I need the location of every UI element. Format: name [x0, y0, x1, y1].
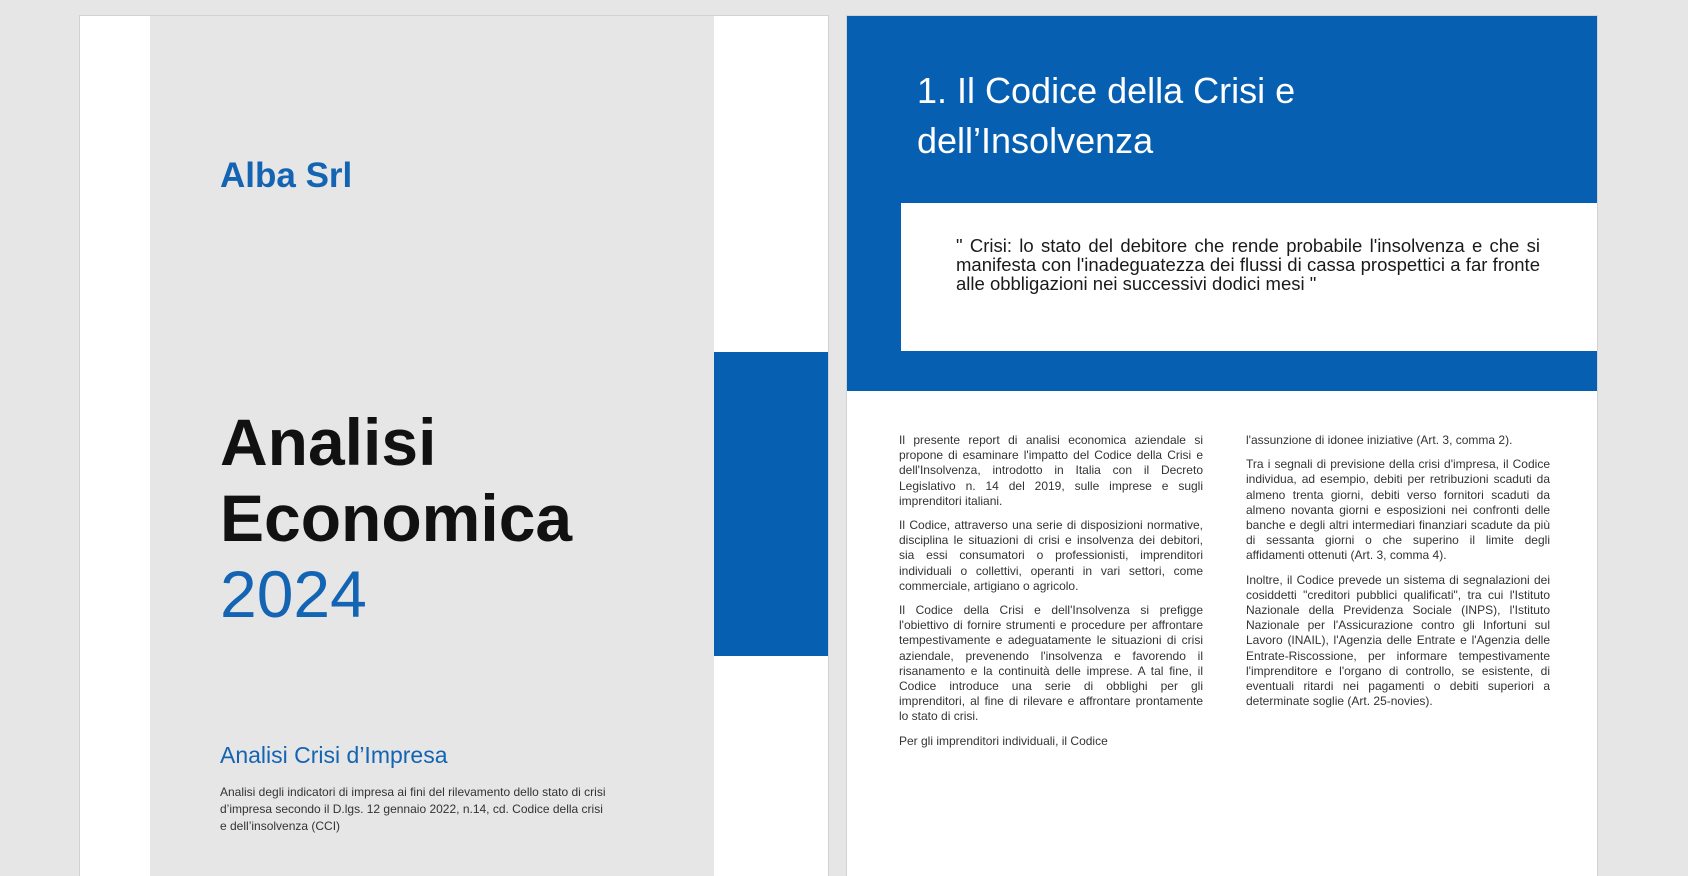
body-column-left	[899, 433, 1203, 758]
definition-quote: " Crisi: lo stato del debitore che rende probabile l'insolvenza e che si manifesta con l'inadeguatezza dei flussi di cassa prospettici a far fronte alle obbligazioni nei successivi dodici mesi "	[956, 235, 1540, 294]
body-paragraph: Tra i segnali di previsione della crisi d'impresa, il Codice individua, ad esempio, debiti per retribuzioni scaduti da almeno trenta giorni, debiti verso fornitori scaduti da almeno novanta giorni e esposizioni nei confronti delle banche e degli altri intermediari finanziari scadute da più di sessanta giorni o che superino il limite degli affidamenti ottenuti (Art. 3, comma 4).	[1246, 457, 1550, 563]
cover-accent-bar	[714, 352, 828, 656]
body-paragraph: Il presente report di analisi economica aziendale si propone di esaminare l'impatto del Codice della Crisi e dell'Insolvenza, introdotto in Italia con il Decreto Legislativo n. 14 del 2019, sulle imprese e sugli imprenditori italiani.	[899, 433, 1203, 508]
cover-description: Analisi degli indicatori di impresa ai fini del rilevamento dello stato di crisi d’impresa secondo il D.lgs. 12 gennaio 2022, n.14, cd. Codice della crisi e dell’insolvenza (CCI)	[220, 785, 606, 833]
body-paragraph: l'assunzione di idonee iniziative (Art. 3, comma 2).	[1246, 433, 1513, 447]
cover-subtitle: Analisi Crisi d’Impresa	[220, 742, 448, 768]
body-paragraph: Il Codice, attraverso una serie di disposizioni normative, disciplina le situazioni di crisi e insolvenza dei debitori, sia essi consumatori o professionisti, imprenditori individuali o collettivi, operanti in vari settori, come commerciale, artigiano o agricolo.	[899, 518, 1203, 593]
chapter-page	[847, 16, 1597, 876]
report-title-line-2: Economica	[220, 481, 573, 555]
chapter-title	[917, 66, 1477, 166]
company-name: Alba Srl	[220, 156, 353, 195]
report-title-line-1: Analisi	[220, 405, 437, 479]
body-paragraph: Il Codice della Crisi e dell'Insolvenza si prefigge l'obiettivo di fornire strumenti e procedure per affrontare tempestivamente e adeguatamente le situazioni di crisi aziendale, prevenendo l'insolvenza e favorendo il risanamento e la continuità delle imprese. A tal fine, il Codice introduce una serie di obblighi per gli imprenditori, al fine di rilevare e affrontare prontamente lo stato di crisi.	[899, 603, 1203, 724]
body-paragraph: Per gli imprenditori individuali, il Codice	[899, 733, 1108, 748]
chapter-title-line-1: 1. Il Codice della Crisi e	[917, 70, 1296, 111]
chapter-title-line-2: dell’Insolvenza	[917, 120, 1154, 161]
cover-page	[80, 16, 828, 876]
report-year: 2024	[220, 557, 367, 631]
body-column-right	[1246, 433, 1550, 718]
body-paragraph: Inoltre, il Codice prevede un sistema di segnalazioni dei cosiddetti "creditori pubblici qualificati", tra cui l'Istituto Nazionale della Previdenza Sociale (INPS), l'Istituto Nazionale per l'Assicurazione contro gli Infortuni sul Lavoro (INAIL), l'Agenzia delle Entrate e l'Agenzia delle Entrate-Riscossione, per informare tempestivamente l'imprenditore e l'organo di controllo, se esistente, di eventuali ritardi nei pagamenti o debiti superiori a determinate soglie (Art. 25-novies).	[1246, 572, 1550, 709]
definition-quote-box	[901, 203, 1597, 351]
report-title	[220, 404, 572, 556]
